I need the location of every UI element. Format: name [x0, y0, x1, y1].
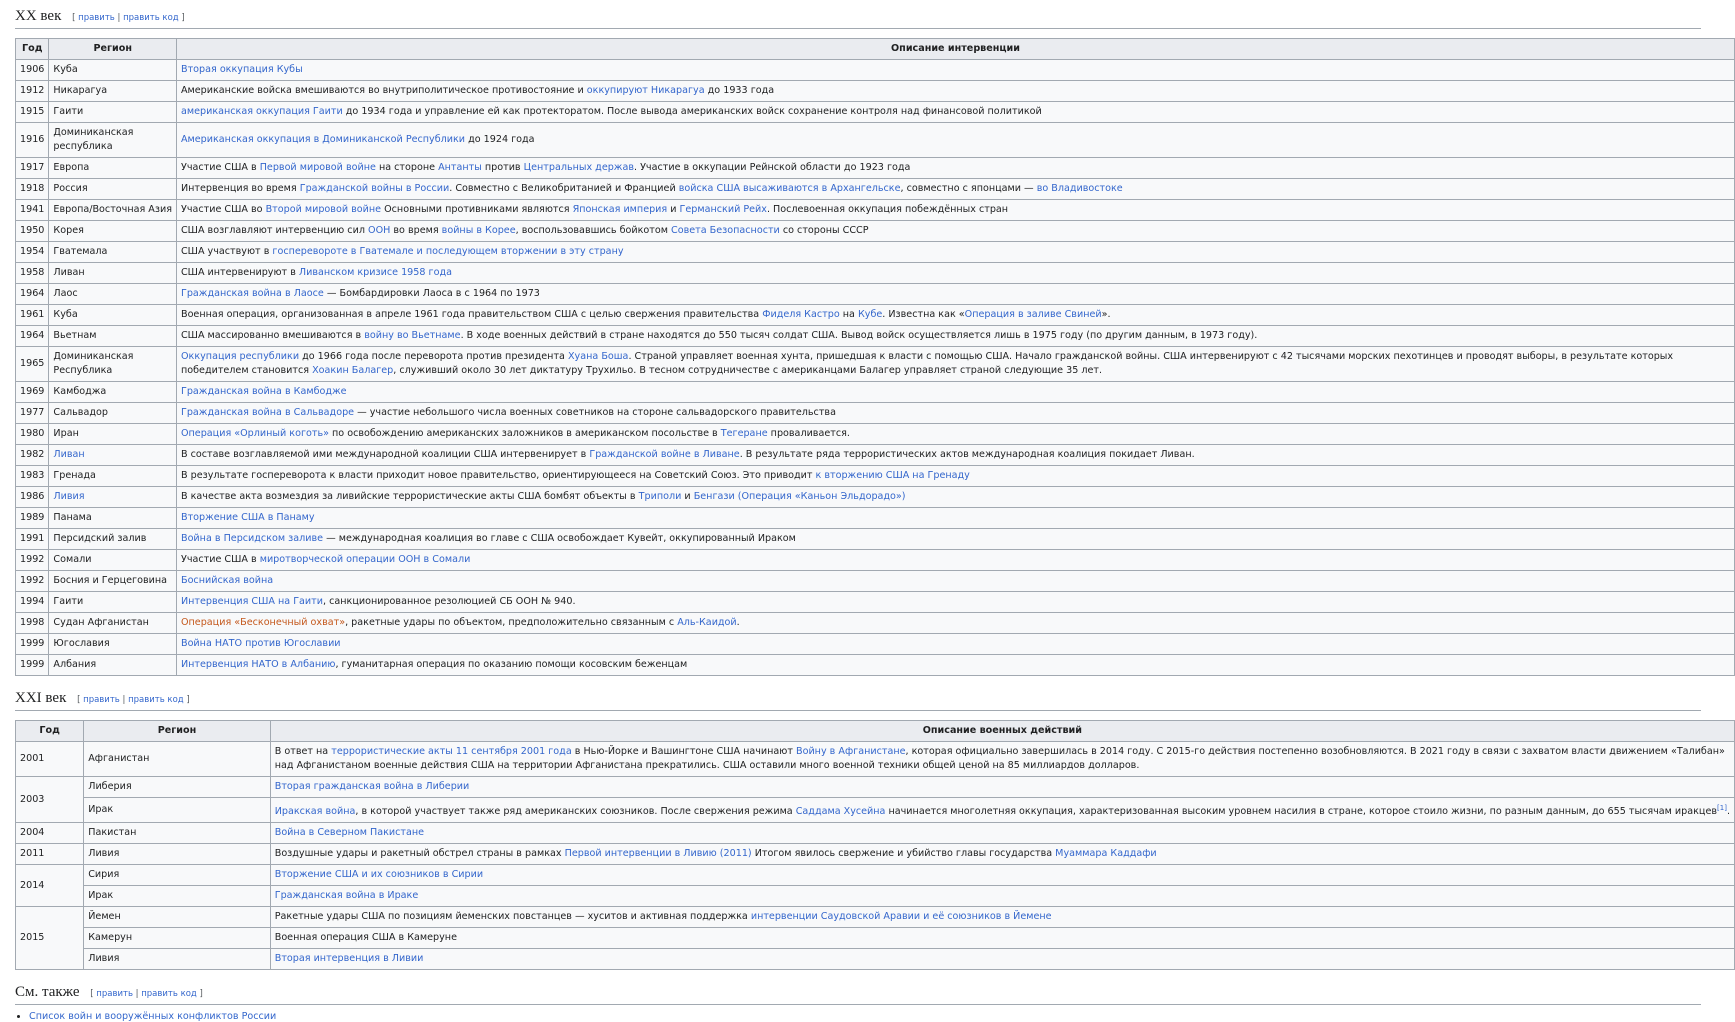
- year-cell: 2011: [16, 844, 84, 865]
- wiki-link[interactable]: Аль-Каидой: [677, 617, 737, 628]
- description-cell: [176, 242, 1734, 263]
- description-text: Ракетные удары США по позициям йеменских повстанцев — хуситов и активная поддержка: [274, 911, 751, 923]
- description-text: . Страной управляет военная хунта, пришедшая к власти с помощью США. Начало гражданской войны. США интервенируют с 42 тысячами морских пехотинцев и проводят выборы, в результате которых победителем становится: [180, 351, 1674, 376]
- description-cell: [270, 865, 1734, 886]
- year-cell: 1941: [16, 200, 49, 221]
- region-cell: Вьетнам: [49, 326, 177, 347]
- description-text: В составе возглавляемой ими международной коалиции США интервенирует в: [180, 449, 590, 460]
- description-text: — международная коалиция во главе с США освобождает Кувейт, оккупированный Ираком: [323, 533, 796, 544]
- wiki-link[interactable]: Тегеране: [720, 428, 768, 439]
- description-cell: [176, 613, 1734, 634]
- wiki-link[interactable]: Совета Безопасности: [671, 225, 780, 236]
- region-cell: Сомали: [49, 550, 177, 571]
- description-cell: [176, 263, 1734, 284]
- description-text: . Участие в оккупации Рейнской области до 1923 года: [633, 162, 911, 173]
- description-text: со стороны СССР: [779, 225, 869, 236]
- wiki-link[interactable]: Оккупация республики: [180, 351, 300, 362]
- description-text: .: [736, 617, 740, 628]
- wiki-link[interactable]: Гражданская война в Камбодже: [180, 386, 347, 397]
- description-text: по освобождению американских заложников в американском посольстве в: [328, 428, 721, 439]
- wiki-link[interactable]: Операция «Бесконечный охват»: [180, 617, 346, 628]
- table-row: [16, 326, 1735, 347]
- table-row: [16, 949, 1735, 970]
- region-cell: Куба: [49, 60, 177, 81]
- description-text: Участие США в: [180, 162, 260, 173]
- edit-links: [ править | править код ]: [72, 13, 185, 23]
- edit-code-link[interactable]: править код: [128, 695, 184, 705]
- region-cell: Ливия: [84, 844, 271, 865]
- region-cell: Европа/Восточная Азия: [49, 200, 177, 221]
- description-cell: [176, 592, 1734, 613]
- edit-link[interactable]: править: [83, 695, 120, 705]
- description-cell: [270, 844, 1734, 865]
- wiki-link[interactable]: Вторая гражданская война в Либерии: [274, 781, 470, 792]
- year-cell: 1999: [16, 655, 49, 676]
- description-text: Американские войска вмешиваются во внутриполитическое противостояние и: [180, 85, 587, 96]
- wiki-link[interactable]: Гражданской войны в России: [299, 183, 450, 194]
- description-text: проваливается.: [767, 428, 850, 439]
- wiki-link[interactable]: во Владивостоке: [1036, 183, 1123, 194]
- wiki-link[interactable]: Бенгази: [693, 491, 735, 502]
- description-text: Военная операция США в Камеруне: [274, 932, 457, 944]
- description-cell: [270, 777, 1734, 798]
- description-cell: [176, 466, 1734, 487]
- wiki-link[interactable]: террористические акты 11 сентября 2001 года: [331, 746, 572, 757]
- wiki-link[interactable]: войны в Корее: [441, 225, 516, 236]
- section-title: XX век: [15, 8, 62, 24]
- description-cell: [176, 60, 1734, 81]
- region-cell: Сирия: [84, 865, 271, 886]
- edit-links: [ править | править код ]: [90, 989, 203, 1000]
- table-row: [16, 382, 1735, 403]
- region-cell: Лаос: [49, 284, 177, 305]
- table-row: [16, 634, 1735, 655]
- description-text: . Известна как «: [882, 309, 965, 320]
- description-cell: [176, 347, 1734, 382]
- region-cell: Пакистан: [84, 823, 271, 844]
- table-row: [16, 305, 1735, 326]
- description-text: до 1934 года и управление ей как протекторатом. После вывода американских войск сохранение контроля над финансовой политикой: [342, 106, 1042, 117]
- edit-link[interactable]: править: [78, 13, 115, 23]
- year-cell: 1989: [16, 508, 49, 529]
- description-text: США участвуют в: [180, 246, 273, 257]
- edit-code-link[interactable]: править код: [123, 13, 179, 23]
- table-row: [16, 424, 1735, 445]
- year-cell: 2001: [16, 742, 84, 777]
- wiki-link[interactable]: Второй мировой войне: [265, 204, 382, 215]
- table-row: [16, 347, 1735, 382]
- description-text: США интервенируют в: [180, 267, 299, 278]
- description-cell: [176, 305, 1734, 326]
- year-cell: 1991: [16, 529, 49, 550]
- year-cell: 1980: [16, 424, 49, 445]
- year-cell: 1954: [16, 242, 49, 263]
- description-text: , совместно с японцами —: [900, 183, 1037, 194]
- region-cell: Камерун: [84, 928, 271, 949]
- description-text: против: [481, 162, 524, 173]
- description-cell: [176, 382, 1734, 403]
- wiki-link[interactable]: войска США высаживаются в Архангельске: [678, 183, 901, 194]
- table-row: [16, 907, 1735, 928]
- section-title: XXI век: [15, 690, 67, 706]
- year-cell: 1999: [16, 634, 49, 655]
- description-cell: [270, 742, 1734, 777]
- year-cell: 1994: [16, 592, 49, 613]
- article-content: [15, 0, 1730, 1022]
- description-cell: [270, 949, 1734, 970]
- description-text: на стороне: [375, 162, 439, 173]
- description-text: , ракетные удары по объектом, предположительно связанным с: [345, 617, 678, 628]
- wiki-link[interactable]: Фиделя Кастро: [762, 309, 840, 320]
- region-cell: Гаити: [49, 592, 177, 613]
- wiki-link[interactable]: Саддама Хусейна: [795, 806, 886, 818]
- description-cell: [176, 445, 1734, 466]
- wiki-link[interactable]: Муаммара Каддафи: [1055, 848, 1157, 860]
- year-cell: 1964: [16, 284, 49, 305]
- description-cell: [270, 823, 1734, 844]
- description-cell: [176, 655, 1734, 676]
- section-heading-21st-century: [15, 690, 1701, 711]
- description-cell: [176, 424, 1734, 445]
- wiki-link[interactable]: Война в Персидском заливе: [180, 533, 324, 544]
- table-row: [16, 865, 1735, 886]
- wiki-link[interactable]: Боснийская война: [180, 575, 274, 586]
- region-cell[interactable]: Ливан: [49, 445, 177, 466]
- description-text: Участие США в: [180, 554, 260, 565]
- description-text: до 1924 года: [465, 134, 535, 145]
- header-region: Регион: [84, 721, 271, 742]
- year-cell: 1992: [16, 550, 49, 571]
- description-text: США возглавляют интервенцию сил: [180, 225, 369, 236]
- wiki-link[interactable]: Войну в Афганистане: [796, 746, 906, 757]
- table-row: [16, 284, 1735, 305]
- description-cell: [176, 487, 1734, 508]
- year-cell: 1917: [16, 158, 49, 179]
- wiki-link[interactable]: Интервенция США на Гаити: [180, 596, 323, 607]
- see-also-link[interactable]: Список войн и вооружённых конфликтов России: [29, 1011, 277, 1022]
- description-text: на: [839, 309, 858, 320]
- description-cell: [176, 102, 1734, 123]
- year-cell: 1969: [16, 382, 49, 403]
- table-row: [16, 221, 1735, 242]
- description-text: и: [667, 204, 680, 215]
- region-cell[interactable]: Ливия: [49, 487, 177, 508]
- region-cell: Албания: [49, 655, 177, 676]
- wiki-link[interactable]: ООН: [368, 225, 391, 236]
- wiki-link[interactable]: Гражданская война в Лаосе: [180, 288, 324, 299]
- year-cell: 1961: [16, 305, 49, 326]
- table-row: [16, 529, 1735, 550]
- wiki-link[interactable]: Германский Рейх: [679, 204, 767, 215]
- description-cell: [176, 326, 1734, 347]
- description-text: — участие небольшого числа военных советников на стороне сальвадорского правительства: [354, 407, 836, 418]
- description-text: до 1933 года: [704, 85, 775, 96]
- description-text: В качестве акта возмездия за ливийские террористические акты США бомбят объекты в: [180, 491, 639, 502]
- wiki-link[interactable]: Кубе: [857, 309, 883, 320]
- description-cell: [176, 571, 1734, 592]
- year-cell: 1986: [16, 487, 49, 508]
- year-cell: 1950: [16, 221, 49, 242]
- description-text: Участие США во: [180, 204, 266, 215]
- interventions-table-20th: [15, 38, 1735, 676]
- region-cell: Судан Афганистан: [49, 613, 177, 634]
- year-cell: 1998: [16, 613, 49, 634]
- table-row: [16, 823, 1735, 844]
- description-text: . Совместно с Великобританией и Францией: [449, 183, 679, 194]
- description-text: , которая официально завершилась в 2014 году. С 2015-го действия постепенно возобновляются. В 2021 году в связи с захватом власти движением «Талибан» над Афганистаном военные действия США на территории Афганистана прекратились. США оставили много военной техники общей ценой на 85 миллиардов долларов.: [274, 746, 1725, 771]
- wiki-link[interactable]: Ливанском кризисе 1958 года: [298, 267, 452, 278]
- description-cell: [176, 634, 1734, 655]
- description-text: Воздушные удары и ракетный обстрел страны в рамках: [274, 848, 565, 860]
- region-cell: Никарагуа: [49, 81, 177, 102]
- year-cell: 1906: [16, 60, 49, 81]
- table-row: [16, 928, 1735, 949]
- description-text: до 1966 года после переворота против президента: [299, 351, 568, 362]
- region-cell: Югославия: [49, 634, 177, 655]
- description-text: и: [681, 491, 694, 502]
- year-cell: 1915: [16, 102, 49, 123]
- wiki-link[interactable]: к вторжению США на Гренаду: [815, 470, 970, 481]
- wiki-link[interactable]: миротворческой операции ООН в Сомали: [259, 554, 471, 565]
- edit-link[interactable]: править: [96, 989, 133, 1000]
- year-cell: 1982: [16, 445, 49, 466]
- region-cell: Камбоджа: [49, 382, 177, 403]
- wiki-link[interactable]: Вторая оккупация Кубы: [180, 64, 303, 75]
- year-cell: 1916: [16, 123, 49, 158]
- wiki-link[interactable]: Иракская война: [274, 806, 356, 818]
- table-row: [16, 263, 1735, 284]
- wiki-link[interactable]: Операция в заливе Свиней: [964, 309, 1102, 320]
- table-row: [16, 592, 1735, 613]
- description-cell: [176, 529, 1734, 550]
- description-text: . В результате ряда террористических актов международная коалиция покидает Ливан.: [739, 449, 1195, 460]
- table-row: [16, 60, 1735, 81]
- wiki-link[interactable]: Гражданская война в Ираке: [274, 890, 419, 902]
- description-text: , гуманитарная операция по оказанию помощи косовским беженцам: [335, 659, 688, 670]
- region-cell: Панама: [49, 508, 177, 529]
- description-text: США массированно вмешиваются в: [180, 330, 365, 341]
- region-cell: Афганистан: [84, 742, 271, 777]
- table-row: [16, 403, 1735, 424]
- list-item: [29, 1011, 1701, 1022]
- year-cell: 1958: [16, 263, 49, 284]
- year-cell: 1918: [16, 179, 49, 200]
- wiki-link[interactable]: Гражданская война в Сальвадоре: [180, 407, 355, 418]
- table-row: [16, 200, 1735, 221]
- table-header-row: [16, 721, 1735, 742]
- year-cell: 1912: [16, 81, 49, 102]
- wiki-link[interactable]: оккупируют Никарагуа: [586, 85, 705, 96]
- description-cell: [270, 928, 1734, 949]
- description-cell: [176, 403, 1734, 424]
- region-cell: Гватемала: [49, 242, 177, 263]
- description-cell: [270, 886, 1734, 907]
- section-heading-20th-century: [15, 8, 1701, 29]
- region-cell: Персидский залив: [49, 529, 177, 550]
- region-cell: Либерия: [84, 777, 271, 798]
- wiki-link[interactable]: американская оккупация Гаити: [180, 106, 343, 117]
- wiki-link[interactable]: госперевороте в Гватемале и последующем вторжении в эту страну: [272, 246, 624, 257]
- year-cell: 2003: [16, 777, 84, 823]
- wiki-link[interactable]: Операция «Орлиный коготь»: [180, 428, 329, 439]
- description-text: , в которой участвует также ряд американских союзников. После свержения режима: [355, 806, 796, 818]
- region-cell: Ирак: [84, 886, 271, 907]
- year-cell: 1983: [16, 466, 49, 487]
- region-cell: Ливан: [49, 263, 177, 284]
- description-text: во время: [390, 225, 442, 236]
- table-row: [16, 508, 1735, 529]
- description-cell: [176, 179, 1734, 200]
- year-cell: 1965: [16, 347, 49, 382]
- region-cell: Куба: [49, 305, 177, 326]
- description-cell: [176, 550, 1734, 571]
- description-text: , воспользовавшись бойкотом: [515, 225, 672, 236]
- table-row: [16, 102, 1735, 123]
- table-row: [16, 242, 1735, 263]
- wiki-link[interactable]: Японская империя: [572, 204, 668, 215]
- wiki-link[interactable]: интервенции Саудовской Аравии и её союзников в Йемене: [750, 911, 1052, 923]
- wiki-link[interactable]: Американская оккупация в Доминиканской Республики: [180, 134, 466, 145]
- table-row: [16, 798, 1735, 823]
- description-cell: [176, 221, 1734, 242]
- wiki-link[interactable]: Интервенция НАТО в Албанию: [180, 659, 336, 670]
- region-cell: Сальвадор: [49, 403, 177, 424]
- description-cell: [270, 907, 1734, 928]
- wiki-link[interactable]: Война в Северном Пакистане: [274, 827, 425, 839]
- header-year: Год: [16, 39, 49, 60]
- table-row: [16, 613, 1735, 634]
- description-cell: [176, 81, 1734, 102]
- description-text: в Нью-Йорке и Вашингтоне США начинают: [571, 746, 796, 757]
- header-description: Описание интервенции: [176, 39, 1734, 60]
- table-row: [16, 550, 1735, 571]
- description-text: , санкционированное резолюцией СБ ООН № 940.: [323, 596, 576, 607]
- wiki-link[interactable]: войну во Вьетнаме: [364, 330, 461, 341]
- table-row: [16, 158, 1735, 179]
- year-cell: 1992: [16, 571, 49, 592]
- wiki-link[interactable]: Триполи: [638, 491, 682, 502]
- wiki-link[interactable]: Хуана Боша: [567, 351, 629, 362]
- description-cell: [176, 508, 1734, 529]
- year-cell: 2004: [16, 823, 84, 844]
- edit-links: [ править | править код ]: [77, 695, 190, 705]
- description-text: Военная операция, организованная в апреле 1961 года правительством США с целью свержения правительства: [180, 309, 763, 320]
- description-text: Основными противниками являются: [381, 204, 573, 215]
- region-cell: Ирак: [84, 798, 271, 823]
- table-header-row: [16, 39, 1735, 60]
- region-cell: Босния и Герцеговина: [49, 571, 177, 592]
- description-text: В результате госпереворота к власти приходит новое правительство, ориентирующееся на Советский Союз. Это приводит: [180, 470, 816, 481]
- wiki-link[interactable]: Вторжение США и их союзников в Сирии: [274, 869, 484, 881]
- region-cell: Доминиканская республика: [49, 123, 177, 158]
- region-cell: Европа: [49, 158, 177, 179]
- year-cell: 1977: [16, 403, 49, 424]
- region-cell: Гренада: [49, 466, 177, 487]
- table-row: [16, 844, 1735, 865]
- description-text: В ответ на: [274, 746, 332, 757]
- description-cell: [270, 798, 1734, 823]
- header-year: Год: [16, 721, 84, 742]
- region-cell: Гаити: [49, 102, 177, 123]
- description-text: ».: [1101, 309, 1111, 320]
- section-heading-see-also: [15, 984, 1701, 1005]
- region-cell: Иран: [49, 424, 177, 445]
- table-row: [16, 886, 1735, 907]
- table-row: [16, 466, 1735, 487]
- table-row: [16, 179, 1735, 200]
- wiki-link[interactable]: Первой интервенции в Ливию (2011): [564, 848, 752, 860]
- description-cell: [176, 123, 1734, 158]
- wiki-link[interactable]: Хоакин Балагер: [312, 365, 394, 376]
- description-text: . В ходе военных действий в стране находятся до 550 тысяч солдат США. Вывод войск осуществляется лишь в 1975 году (по другим данным, в 1973 году).: [460, 330, 1258, 341]
- description-text: — Бомбардировки Лаоса в с 1964 по 1973: [323, 288, 540, 299]
- military-actions-table-21st: [15, 720, 1735, 970]
- wiki-link[interactable]: (Операция «Каньон Эльдорадо»): [737, 491, 906, 502]
- header-description: Описание военных действий: [270, 721, 1734, 742]
- description-cell: [176, 284, 1734, 305]
- wiki-link[interactable]: Гражданской войне в Ливане: [589, 449, 740, 460]
- wiki-link[interactable]: Вторая интервенция в Ливии: [274, 953, 424, 965]
- description-text: . Послевоенная оккупация побеждённых стран: [766, 204, 1009, 215]
- description-text: , служивший около 30 лет диктатуру Трухильо. В тесном сотрудничестве с американцами Балагер управляет страной следующие 35 лет.: [393, 365, 1103, 376]
- table-row: [16, 777, 1735, 798]
- edit-code-link[interactable]: править код: [141, 989, 197, 1000]
- table-row: [16, 571, 1735, 592]
- table-row: [16, 81, 1735, 102]
- region-cell: Россия: [49, 179, 177, 200]
- year-cell: 2015: [16, 907, 84, 970]
- reference-link[interactable]: [1]: [1717, 804, 1727, 812]
- description-text: Интервенция во время: [180, 183, 300, 194]
- wiki-link[interactable]: Вторжение США в Панаму: [180, 512, 315, 523]
- region-cell: Йемен: [84, 907, 271, 928]
- region-cell: Ливия: [84, 949, 271, 970]
- description-text: начинается многолетняя оккупация, характеризованная высоким уровнем насилия в стране, которое стоило жизни, по разным данным, до 655 тысячам иракцев: [885, 806, 1718, 818]
- wiki-link[interactable]: Первой мировой войне: [259, 162, 376, 173]
- wiki-link[interactable]: Война НАТО против Югославии: [180, 638, 341, 649]
- section-title: См. также: [15, 984, 80, 1001]
- table-row: [16, 123, 1735, 158]
- header-region: Регион: [49, 39, 177, 60]
- region-cell: Доминиканская Республика: [49, 347, 177, 382]
- table-row: [16, 742, 1735, 777]
- description-text: .: [1726, 806, 1730, 818]
- description-cell: [176, 158, 1734, 179]
- wiki-link[interactable]: Центральных держав: [523, 162, 634, 173]
- wiki-link[interactable]: Антанты: [438, 162, 482, 173]
- table-row: [16, 445, 1735, 466]
- year-cell: 2014: [16, 865, 84, 907]
- description-text: Итогом явилось свержение и убийство главы государства: [751, 848, 1056, 860]
- table-row: [16, 655, 1735, 676]
- year-cell: 1964: [16, 326, 49, 347]
- table-row: [16, 487, 1735, 508]
- see-also-list: [15, 1011, 1701, 1022]
- region-cell: Корея: [49, 221, 177, 242]
- description-cell: [176, 200, 1734, 221]
